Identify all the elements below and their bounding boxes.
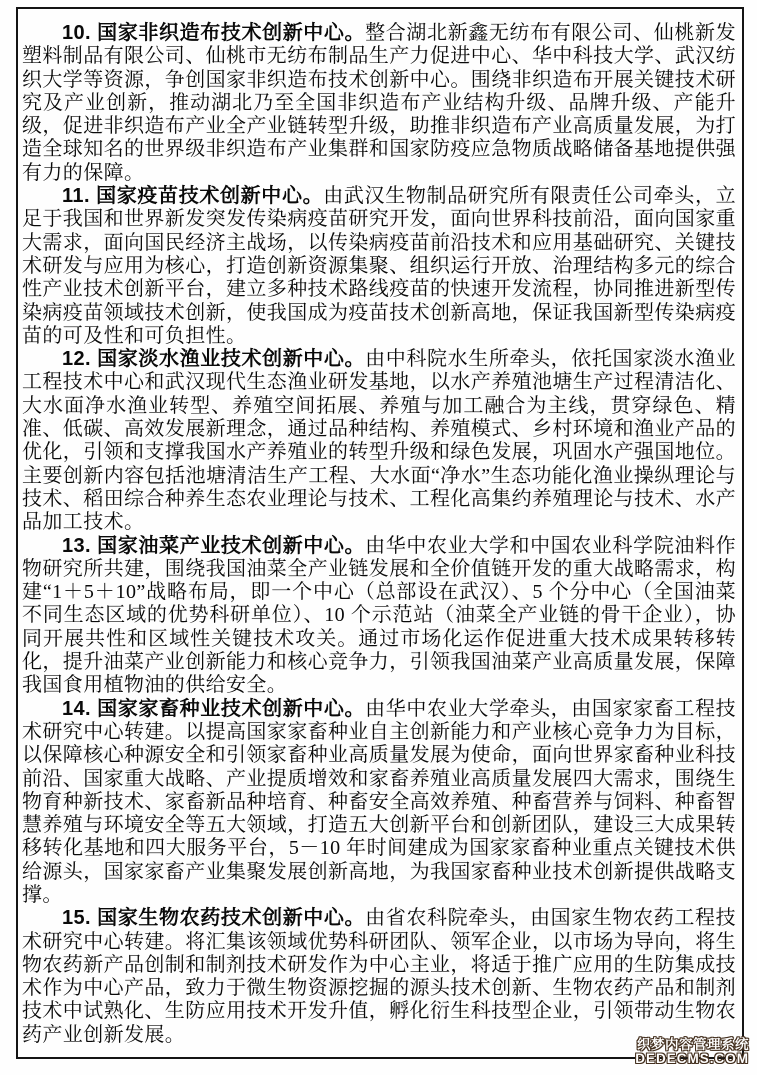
paragraph-body: 由武汉生物制品研究所有限责任公司牵头，立足于我国和世界新发突发传染病疫苗研究开发，面向世界科技前沿，面向国家重大需求，面向国民经济主战场，以传染病疫苗前沿技术和应用基础研究、关键技术研发与应用为核心，打造创新资源集聚、组织运行开放、治理结构多元的综合性产业技术创新平台，建立多种技术路线疫苗的快速开发流程，协同推进新型传染病疫苗领域技术创新，使我国成为疫苗技术创新高地，保证我国新型传染病疫苗的可及性和可负担性。: [22, 185, 736, 347]
paragraph: [22, 348, 736, 534]
paragraph-heading: 13. 国家油菜产业技术创新中心。: [62, 534, 366, 557]
paragraph: [22, 22, 736, 185]
paragraph-heading: 15. 国家生物农药技术创新中心。: [62, 907, 366, 930]
paragraph-heading: 10. 国家非织造布技术创新中心。: [62, 22, 366, 44]
paragraph: [22, 535, 736, 698]
paragraph-heading: 14. 国家家畜种业技术创新中心。: [62, 697, 366, 720]
watermark-cms-name: 织梦内容管理系统: [637, 1037, 749, 1052]
cms-watermark: [635, 1038, 749, 1066]
paragraph: [22, 907, 736, 1047]
paragraph: [22, 698, 736, 908]
paragraph-heading: 12. 国家淡水渔业技术创新中心。: [62, 348, 366, 371]
paragraph-body: 由省农科院牵头，由国家生物农药工程技术研究中心转建。将汇集该领域优势科研团队、领军企业，以市场为导向，将生物农药新产品创制和制剂技术研发作为中心主业，将适于推广应用的生防集成技术作为中心产品，致力于微生物资源挖掘的源头技术创新、生物农药产品和制剂技术中试熟化、生防应用技术开发升值，孵化衍生科技型企业，引领带动生物农药产业创新发展。: [22, 907, 736, 1046]
paragraph-body: 由华中农业大学牵头，由国家家畜工程技术研究中心转建。以提高国家家畜种业自主创新能力和产业核心竞争力为目标，以保障核心种源安全和引领家畜种业高质量发展为使命，面向世界家畜种业科技前沿、国家重大战略、产业提质增效和家畜养殖业高质量发展四大需求，围绕生物育种新技术、家畜新品种培育、种畜安全高效养殖、种畜营养与饲料、种畜智慧养殖与环境安全等五大领域，打造五大创新平台和创新团队，建设三大成果转移转化基地和四大服务平台，5－10 年时间建成为国家家畜种业重点关键技术供给源头，国家家畜产业集聚发展创新高地，为我国家畜种业技术创新提供战略支撑。: [22, 697, 736, 906]
watermark-cms-domain: DEDECMS.COM: [635, 1051, 749, 1066]
paragraph-heading: 11. 国家疫苗技术创新中心。: [62, 185, 324, 208]
paragraph-body: 由中科院水生所牵头，依托国家淡水渔业工程技术中心和武汉现代生态渔业研发基地，以水产养殖池塘生产过程清洁化、大水面净水渔业转型、养殖空间拓展、养殖与加工融合为主线，贯穿绿色、精准、低碳、高效发展新理念，通过品种结构、养殖模式、乡村环境和渔业产品的优化，引领和支撑我国水产养殖业的转型升级和绿色发展，巩固水产强国地位。主要创新内容包括池塘清洁生产工程、大水面“净水”生态功能化渔业操纵理论与技术、稻田综合种养生态农业理论与技术、工程化高集约养殖理论与技术、水产品加工技术。: [22, 348, 736, 534]
paragraph-body: 整合湖北新鑫无纺布有限公司、仙桃新发塑料制品有限公司、仙桃市无纺布制品生产力促进中心、华中科技大学、武汉纺织大学等资源，争创国家非织造布技术创新中心。围绕非织造布开展关键技术研究及产业创新，推动湖北乃至全国非织造布产业结构升级、品牌升级、产能升级，促进非织造布产业全产业链转型升级，助推非织造布产业高质量发展，为打造全球知名的世界级非织造布产业集群和国家防疫应急物质战略储备基地提供强有力的保障。: [22, 22, 736, 184]
page-border: [16, 7, 744, 1059]
paragraph-body: 由华中农业大学和中国农业科学院油料作物研究所共建，围绕我国油菜全产业链发展和全价值链开发的重大战略需求，构建“1＋5＋10”战略布局，即一个中心（总部设在武汉）、5 个分中心（全国油菜不同生态区域的优势科研单位）、10 个示范站（油菜全产业链的骨干企业），协同开展共性和区域性关键技术攻关。通过市场化运作促进重大技术成果转移转化，提升油菜产业创新能力和核心竞争力，引领我国油菜产业高质量发展，保障我国食用植物油的供给安全。: [22, 534, 736, 697]
paragraph: [22, 185, 736, 348]
